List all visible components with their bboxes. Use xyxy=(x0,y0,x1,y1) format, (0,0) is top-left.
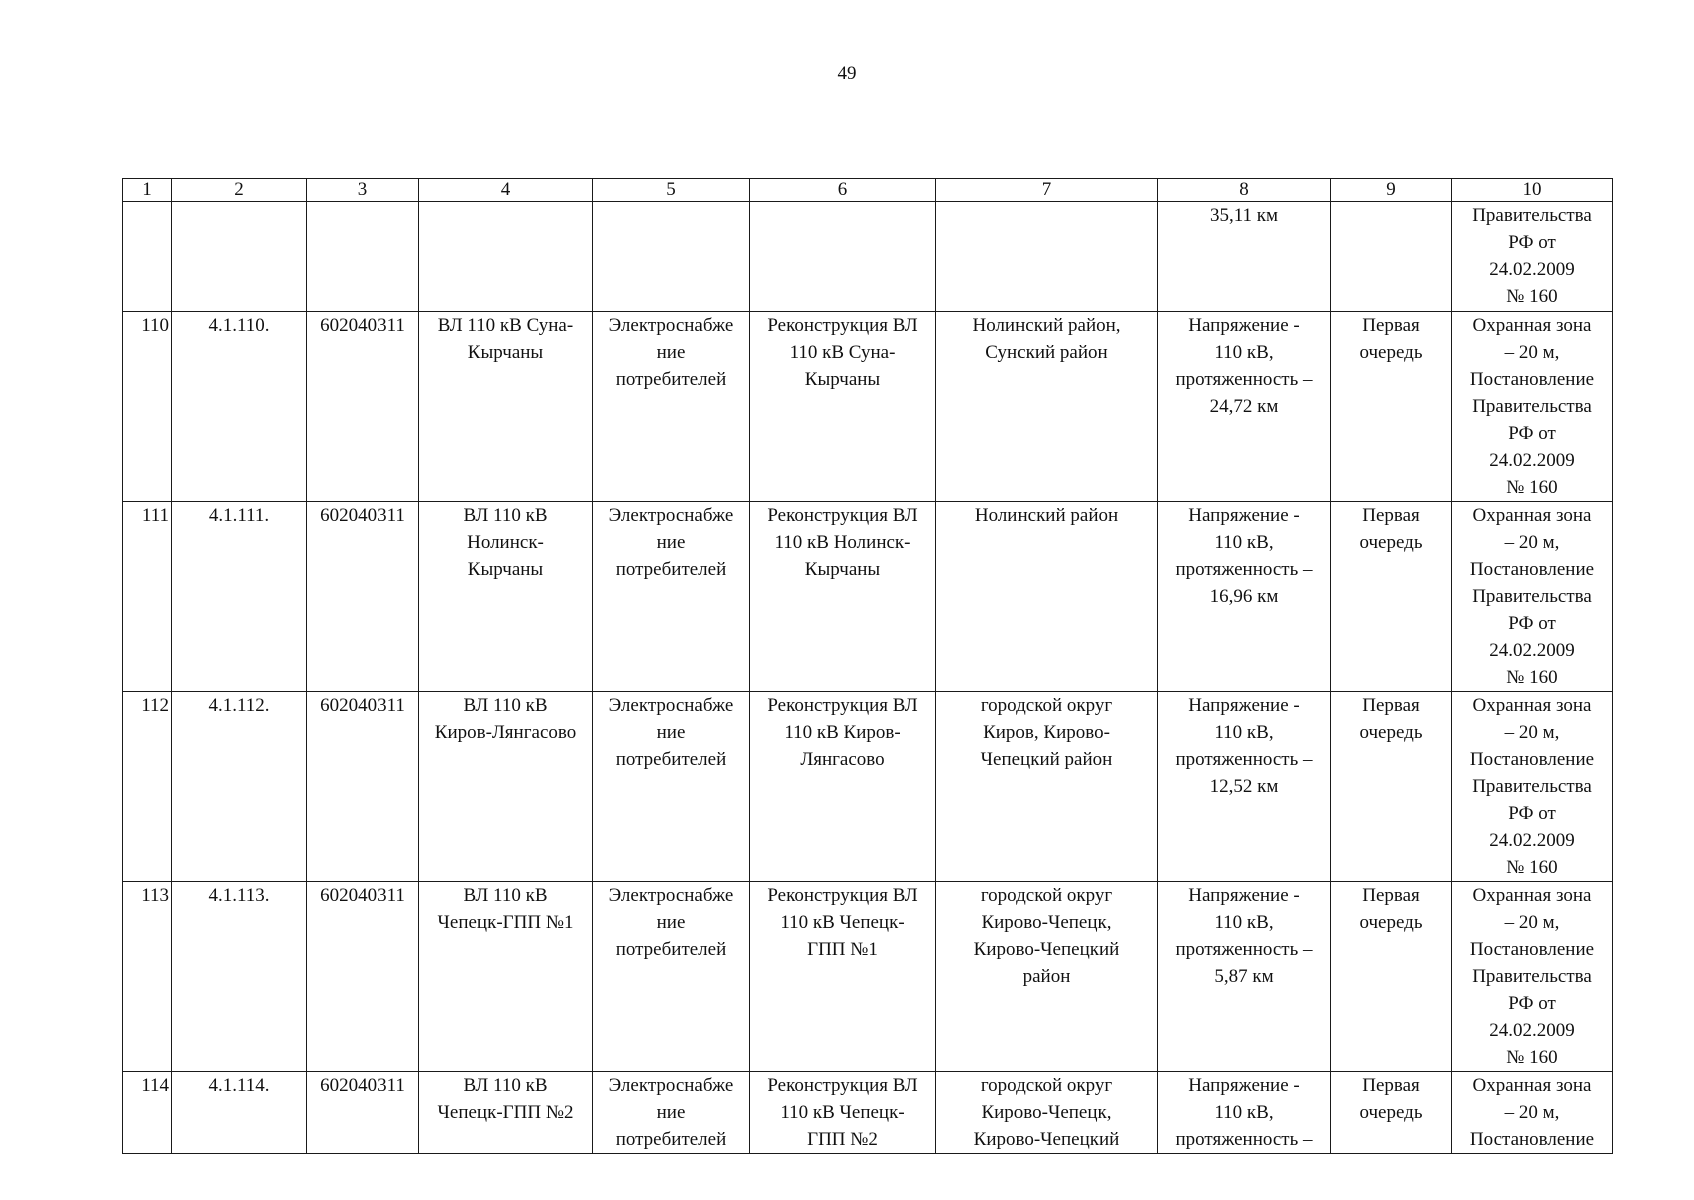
cell-text-line: Постановление xyxy=(1469,559,1595,580)
cell-text-line: 110 кВ, xyxy=(1214,912,1274,933)
cell-text-line: Нолинский район xyxy=(974,505,1119,526)
cell-text-line: Нолинск- xyxy=(467,532,544,553)
characteristics-cell xyxy=(1158,312,1331,502)
column-header: 6 xyxy=(750,179,936,202)
cell-text-line: – 20 м, xyxy=(1504,532,1560,553)
cell-text-line: 5,87 км xyxy=(1214,966,1274,987)
cell-text-line: 24.02.2009 xyxy=(1489,640,1575,661)
characteristics-cell xyxy=(1158,692,1331,882)
cell-text-line: потребителей xyxy=(615,559,727,580)
cell-text-line: ние xyxy=(656,342,686,363)
cell-text-line: 110 кВ Чепецк- xyxy=(780,912,905,933)
row-number-cell xyxy=(123,202,172,312)
cell-text-line: городской округ xyxy=(980,695,1113,716)
cell-text-line: 110 кВ Киров- xyxy=(784,722,901,743)
object-name-cell xyxy=(419,502,593,692)
cell-text-line: Постановление xyxy=(1469,369,1595,390)
cell-text-line: № 160 xyxy=(1506,286,1558,307)
object-code-cell xyxy=(307,1072,419,1154)
cell-text-line: ВЛ 110 кВ xyxy=(463,885,548,906)
table-row xyxy=(123,882,1613,1072)
restrictions-cell xyxy=(1452,882,1613,1072)
cell-text-line: 4.1.111. xyxy=(208,505,270,526)
cell-text-line: Постановление xyxy=(1469,939,1595,960)
cell-text-line: 4.1.110. xyxy=(208,315,270,336)
cell-text-line: РФ от xyxy=(1508,423,1556,444)
column-header: 4 xyxy=(419,179,593,202)
cell-text-line: ние xyxy=(656,1102,686,1123)
cell-text-line: ГПП №1 xyxy=(807,939,878,960)
characteristics-cell xyxy=(1158,882,1331,1072)
purpose-cell xyxy=(593,202,750,312)
cell-text-line: Правительства xyxy=(1472,966,1592,987)
cell-text-line: 24.02.2009 xyxy=(1489,830,1575,851)
cell-text-line: РФ от xyxy=(1508,613,1556,634)
restrictions-cell xyxy=(1452,1072,1613,1154)
table-body xyxy=(123,202,1613,1154)
cell-text-line: Охранная зона xyxy=(1472,315,1592,336)
cell-text-line: № 160 xyxy=(1506,1047,1558,1068)
object-name-cell xyxy=(419,692,593,882)
cell-text-line: Охранная зона xyxy=(1472,695,1592,716)
purpose-cell xyxy=(593,502,750,692)
work-type-cell xyxy=(750,502,936,692)
cell-text-line: Реконструкция ВЛ xyxy=(767,695,918,716)
cell-text-line: 4.1.112. xyxy=(208,695,270,716)
restrictions-cell xyxy=(1452,202,1613,312)
item-code-cell xyxy=(172,692,307,882)
cell-text-line: Кырчаны xyxy=(467,342,544,363)
cell-text-line: 110 xyxy=(141,315,169,336)
cell-text-line: Напряжение - xyxy=(1188,505,1300,526)
cell-text-line: протяженность – xyxy=(1175,939,1313,960)
cell-text-line: РФ от xyxy=(1508,993,1556,1014)
cell-text-line: – 20 м, xyxy=(1504,722,1560,743)
purpose-cell xyxy=(593,692,750,882)
cell-text-line: Чепецк-ГПП №2 xyxy=(437,1102,574,1123)
table-row xyxy=(123,202,1613,312)
restrictions-cell xyxy=(1452,692,1613,882)
header-row xyxy=(123,179,1613,202)
characteristics-cell xyxy=(1158,502,1331,692)
cell-text-line: Электроснабже xyxy=(608,1075,734,1096)
cell-text-line: Первая xyxy=(1362,885,1420,906)
stage-cell xyxy=(1331,882,1452,1072)
table-row xyxy=(123,1072,1613,1154)
work-type-cell xyxy=(750,312,936,502)
row-number-cell xyxy=(123,882,172,1072)
row-number-cell xyxy=(123,502,172,692)
cell-text-line: 602040311 xyxy=(320,315,405,336)
cell-text-line: Постановление xyxy=(1469,749,1595,770)
cell-text-line: потребителей xyxy=(615,749,727,770)
cell-text-line: 110 кВ, xyxy=(1214,1102,1274,1123)
cell-text-line: очередь xyxy=(1359,722,1423,743)
item-code-cell xyxy=(172,312,307,502)
item-code-cell xyxy=(172,1072,307,1154)
cell-text-line: Первая xyxy=(1362,505,1420,526)
cell-text-line: 24.02.2009 xyxy=(1489,450,1575,471)
cell-text-line: Напряжение - xyxy=(1188,1075,1300,1096)
cell-text-line: Киров-Лянгасово xyxy=(434,722,577,743)
work-type-cell xyxy=(750,692,936,882)
restrictions-cell xyxy=(1452,312,1613,502)
cell-text-line: 602040311 xyxy=(320,885,405,906)
cell-text-line: ГПП №2 xyxy=(807,1129,878,1150)
table-row xyxy=(123,312,1613,502)
cell-text-line: 113 xyxy=(141,885,169,906)
cell-text-line: Реконструкция ВЛ xyxy=(767,1075,918,1096)
column-header: 7 xyxy=(936,179,1158,202)
cell-text-line: ВЛ 110 кВ xyxy=(463,1075,548,1096)
cell-text-line: Напряжение - xyxy=(1188,695,1300,716)
cell-text-line: 35,11 км xyxy=(1209,205,1279,226)
cell-text-line: Киров, Кирово- xyxy=(983,722,1110,743)
cell-text-line: Кирово-Чепецк, xyxy=(981,1102,1112,1123)
cell-text-line: 24,72 км xyxy=(1209,396,1279,417)
cell-text-line: 110 кВ Нолинск- xyxy=(774,532,911,553)
cell-text-line: Электроснабже xyxy=(608,505,734,526)
stage-cell xyxy=(1331,502,1452,692)
purpose-cell xyxy=(593,882,750,1072)
cell-text-line: 602040311 xyxy=(320,505,405,526)
object-name-cell xyxy=(419,1072,593,1154)
location-cell xyxy=(936,312,1158,502)
column-header: 2 xyxy=(172,179,307,202)
column-header: 10 xyxy=(1452,179,1613,202)
cell-text-line: 110 кВ Чепецк- xyxy=(780,1102,905,1123)
table-row xyxy=(123,692,1613,882)
cell-text-line: Постановление xyxy=(1469,1129,1595,1150)
cell-text-line: Кирово-Чепецкий xyxy=(973,939,1120,960)
column-header: 1 xyxy=(123,179,172,202)
cell-text-line: ВЛ 110 кВ Суна- xyxy=(437,315,574,336)
cell-text-line: Кырчаны xyxy=(804,369,881,390)
column-header: 3 xyxy=(307,179,419,202)
table-row xyxy=(123,502,1613,692)
characteristics-cell xyxy=(1158,1072,1331,1154)
cell-text-line: Первая xyxy=(1362,695,1420,716)
item-code-cell xyxy=(172,882,307,1072)
cell-text-line: 110 кВ, xyxy=(1214,532,1274,553)
cell-text-line: – 20 м, xyxy=(1504,912,1560,933)
cell-text-line: Правительства xyxy=(1472,396,1592,417)
item-code-cell xyxy=(172,202,307,312)
cell-text-line: городской округ xyxy=(980,1075,1113,1096)
cell-text-line: – 20 м, xyxy=(1504,342,1560,363)
cell-text-line: Реконструкция ВЛ xyxy=(767,315,918,336)
cell-text-line: потребителей xyxy=(615,369,727,390)
row-number-cell xyxy=(123,692,172,882)
cell-text-line: протяженность – xyxy=(1175,1129,1313,1150)
characteristics-cell xyxy=(1158,202,1331,312)
cell-text-line: Кирово-Чепецк, xyxy=(981,912,1112,933)
cell-text-line: Охранная зона xyxy=(1472,505,1592,526)
stage-cell xyxy=(1331,1072,1452,1154)
cell-text-line: 16,96 км xyxy=(1209,586,1279,607)
cell-text-line: 4.1.113. xyxy=(208,885,270,906)
cell-text-line: ВЛ 110 кВ xyxy=(463,695,548,716)
column-header: 5 xyxy=(593,179,750,202)
cell-text-line: Электроснабже xyxy=(608,695,734,716)
cell-text-line: № 160 xyxy=(1506,667,1558,688)
stage-cell xyxy=(1331,202,1452,312)
cell-text-line: Электроснабже xyxy=(608,315,734,336)
stage-cell xyxy=(1331,692,1452,882)
cell-text-line: Сунский район xyxy=(985,342,1108,363)
cell-text-line: Охранная зона xyxy=(1472,1075,1592,1096)
cell-text-line: Первая xyxy=(1362,315,1420,336)
cell-text-line: Охранная зона xyxy=(1472,885,1592,906)
location-cell xyxy=(936,882,1158,1072)
column-header: 9 xyxy=(1331,179,1452,202)
restrictions-cell xyxy=(1452,502,1613,692)
purpose-cell xyxy=(593,1072,750,1154)
cell-text-line: РФ от xyxy=(1508,803,1556,824)
cell-text-line: протяженность – xyxy=(1175,749,1313,770)
object-name-cell xyxy=(419,882,593,1072)
cell-text-line: Реконструкция ВЛ xyxy=(767,505,918,526)
stage-cell xyxy=(1331,312,1452,502)
cell-text-line: 110 кВ Суна- xyxy=(789,342,896,363)
cell-text-line: Электроснабже xyxy=(608,885,734,906)
cell-text-line: РФ от xyxy=(1508,232,1556,253)
work-type-cell xyxy=(750,202,936,312)
cell-text-line: 111 xyxy=(141,505,169,526)
cell-text-line: 602040311 xyxy=(320,695,405,716)
cell-text-line: ВЛ 110 кВ xyxy=(463,505,548,526)
cell-text-line: 12,52 км xyxy=(1209,776,1279,797)
cell-text-line: 24.02.2009 xyxy=(1489,1020,1575,1041)
location-cell xyxy=(936,692,1158,882)
cell-text-line: ние xyxy=(656,722,686,743)
object-code-cell xyxy=(307,882,419,1072)
purpose-cell xyxy=(593,312,750,502)
object-name-cell xyxy=(419,312,593,502)
cell-text-line: Напряжение - xyxy=(1188,315,1300,336)
item-code-cell xyxy=(172,502,307,692)
cell-text-line: очередь xyxy=(1359,532,1423,553)
cell-text-line: район xyxy=(1022,966,1071,987)
cell-text-line: потребителей xyxy=(615,939,727,960)
cell-text-line: 24.02.2009 xyxy=(1489,259,1575,280)
cell-text-line: Кырчаны xyxy=(804,559,881,580)
location-cell xyxy=(936,1072,1158,1154)
data-table xyxy=(122,178,1613,1154)
cell-text-line: ние xyxy=(656,532,686,553)
object-name-cell xyxy=(419,202,593,312)
cell-text-line: Правительства xyxy=(1472,586,1592,607)
location-cell xyxy=(936,502,1158,692)
cell-text-line: очередь xyxy=(1359,1102,1423,1123)
cell-text-line: очередь xyxy=(1359,342,1423,363)
column-header: 8 xyxy=(1158,179,1331,202)
cell-text-line: 110 кВ, xyxy=(1214,342,1274,363)
work-type-cell xyxy=(750,882,936,1072)
page-number: 49 xyxy=(837,63,857,84)
object-code-cell xyxy=(307,502,419,692)
cell-text-line: Чепецкий район xyxy=(980,749,1113,770)
location-cell xyxy=(936,202,1158,312)
row-number-cell xyxy=(123,1072,172,1154)
cell-text-line: Первая xyxy=(1362,1075,1420,1096)
cell-text-line: очередь xyxy=(1359,912,1423,933)
cell-text-line: Правительства xyxy=(1472,205,1592,226)
cell-text-line: № 160 xyxy=(1506,477,1558,498)
row-number-cell xyxy=(123,312,172,502)
cell-text-line: № 160 xyxy=(1506,857,1558,878)
cell-text-line: 4.1.114. xyxy=(208,1075,270,1096)
cell-text-line: Чепецк-ГПП №1 xyxy=(437,912,574,933)
work-type-cell xyxy=(750,1072,936,1154)
cell-text-line: потребителей xyxy=(615,1129,727,1150)
cell-text-line: Напряжение - xyxy=(1188,885,1300,906)
cell-text-line: Кырчаны xyxy=(467,559,544,580)
cell-text-line: 114 xyxy=(141,1075,169,1096)
object-code-cell xyxy=(307,202,419,312)
cell-text-line: протяженность – xyxy=(1175,559,1313,580)
object-code-cell xyxy=(307,692,419,882)
object-code-cell xyxy=(307,312,419,502)
cell-text-line: 110 кВ, xyxy=(1214,722,1274,743)
cell-text-line: Реконструкция ВЛ xyxy=(767,885,918,906)
cell-text-line: Правительства xyxy=(1472,776,1592,797)
cell-text-line: Кирово-Чепецкий xyxy=(973,1129,1120,1150)
cell-text-line: 602040311 xyxy=(320,1075,405,1096)
cell-text-line: ние xyxy=(656,912,686,933)
cell-text-line: городской округ xyxy=(980,885,1113,906)
cell-text-line: Лянгасово xyxy=(800,749,885,770)
cell-text-line: 112 xyxy=(141,695,169,716)
cell-text-line: протяженность – xyxy=(1175,369,1313,390)
cell-text-line: Нолинский район, xyxy=(972,315,1121,336)
cell-text-line: – 20 м, xyxy=(1504,1102,1560,1123)
